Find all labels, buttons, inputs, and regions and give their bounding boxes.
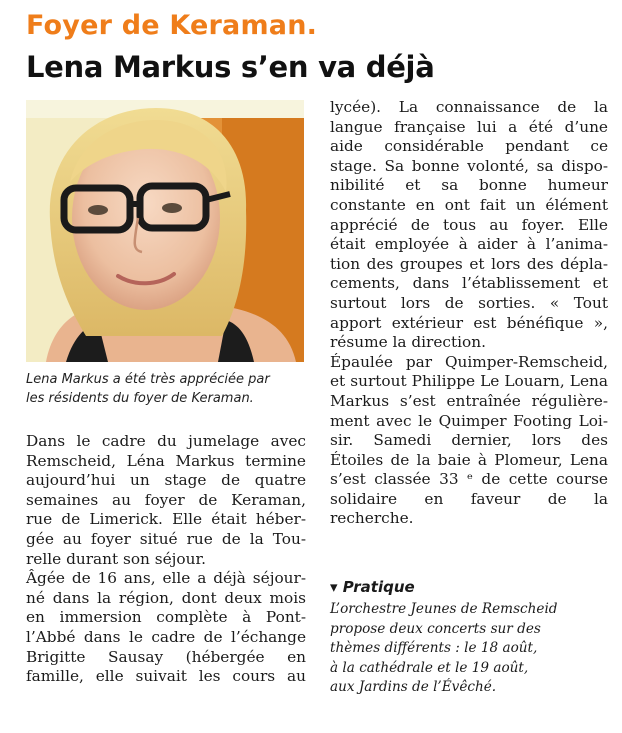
body-line: recherche. bbox=[330, 509, 414, 528]
kicker-title: Foyer de Keraman. bbox=[26, 10, 318, 41]
headline: Lena Markus s’en va déjà bbox=[26, 50, 435, 84]
body-line: né dans la région, dont deux mois bbox=[26, 588, 306, 607]
pratique-line: thèmes différents : le 18 août, bbox=[330, 640, 538, 657]
body-line: relle durant son séjour. bbox=[26, 549, 206, 568]
body-line: apprécié de tous au foyer. Elle bbox=[330, 215, 608, 234]
body-line: Dans le cadre du jumelage avec bbox=[26, 432, 306, 450]
body-line: semaines au foyer de Keraman, bbox=[26, 490, 306, 509]
pratique-box bbox=[330, 600, 610, 698]
body-line: apport extérieur est bénéfique », bbox=[330, 313, 608, 332]
body-column-right bbox=[330, 98, 608, 529]
body-line: ment avec le Quimper Footing Loi- bbox=[330, 411, 608, 430]
photo-caption bbox=[26, 370, 306, 408]
pratique-line: à la cathédrale et le 19 août, bbox=[330, 659, 529, 676]
body-line: cements, dans l’établissement et bbox=[330, 274, 608, 293]
body-line: l’Abbé dans le cadre de l’échange bbox=[26, 627, 306, 646]
body-line: Markus s’est entraînée régulière- bbox=[330, 391, 608, 410]
body-line: surtout lors de sorties. « Tout bbox=[330, 293, 608, 312]
body-line: et surtout Philippe Le Louarn, Lena bbox=[330, 372, 608, 391]
pratique-line: L’orchestre Jeunes de Remscheid bbox=[330, 601, 558, 617]
pratique-line: aux Jardins de l’Évêché. bbox=[330, 679, 497, 696]
body-line: tion des groupes et lors des dépla- bbox=[330, 254, 608, 273]
body-line: sir. Samedi dernier, lors des bbox=[330, 431, 608, 450]
body-line: Étoiles de la baie à Plomeur, Lena bbox=[330, 450, 608, 469]
body-line: constante en ont fait un élément bbox=[330, 195, 608, 214]
body-line: Âgée de 16 ans, elle a déjà séjour- bbox=[26, 569, 306, 588]
body-line: lycée). La connaissance de la bbox=[330, 98, 608, 116]
body-line: s’est classée 33 ᵉ de cette course bbox=[330, 470, 608, 489]
caption-line: Lena Markus a été très appréciée par bbox=[26, 372, 270, 387]
body-line: solidaire en faveur de la bbox=[330, 489, 608, 508]
body-column-left bbox=[26, 432, 306, 687]
body-line: résume la direction. bbox=[330, 333, 486, 352]
body-line: nibilité et sa bonne humeur bbox=[330, 176, 608, 195]
pratique-heading: ▾ Pratique bbox=[330, 578, 415, 596]
portrait-photo bbox=[26, 100, 304, 362]
body-line: aujourd’hui un stage de quatre bbox=[26, 471, 306, 490]
body-line: langue française lui a été d’une bbox=[330, 117, 608, 136]
body-line: gée au foyer situé rue de la Tou- bbox=[26, 529, 306, 548]
portrait-illustration bbox=[26, 100, 304, 362]
body-line: famille, elle suivait les cours au bbox=[26, 667, 306, 686]
body-line: rue de Limerick. Elle était héber- bbox=[26, 510, 306, 529]
caption-line: les résidents du foyer de Keraman. bbox=[26, 391, 254, 406]
body-line: Épaulée par Quimper-Remscheid, bbox=[330, 352, 608, 371]
pratique-line: propose deux concerts sur des bbox=[330, 620, 541, 637]
body-line: en immersion complète à Pont- bbox=[26, 608, 306, 627]
body-line: stage. Sa bonne volonté, sa dispo- bbox=[330, 156, 608, 175]
body-line: Brigitte Sausay (hébergée en bbox=[26, 647, 306, 666]
body-line: aide considérable pendant ce bbox=[330, 137, 608, 156]
body-line: Remscheid, Léna Markus termine bbox=[26, 451, 306, 470]
body-line: était employée à aider à l’anima- bbox=[330, 235, 608, 254]
